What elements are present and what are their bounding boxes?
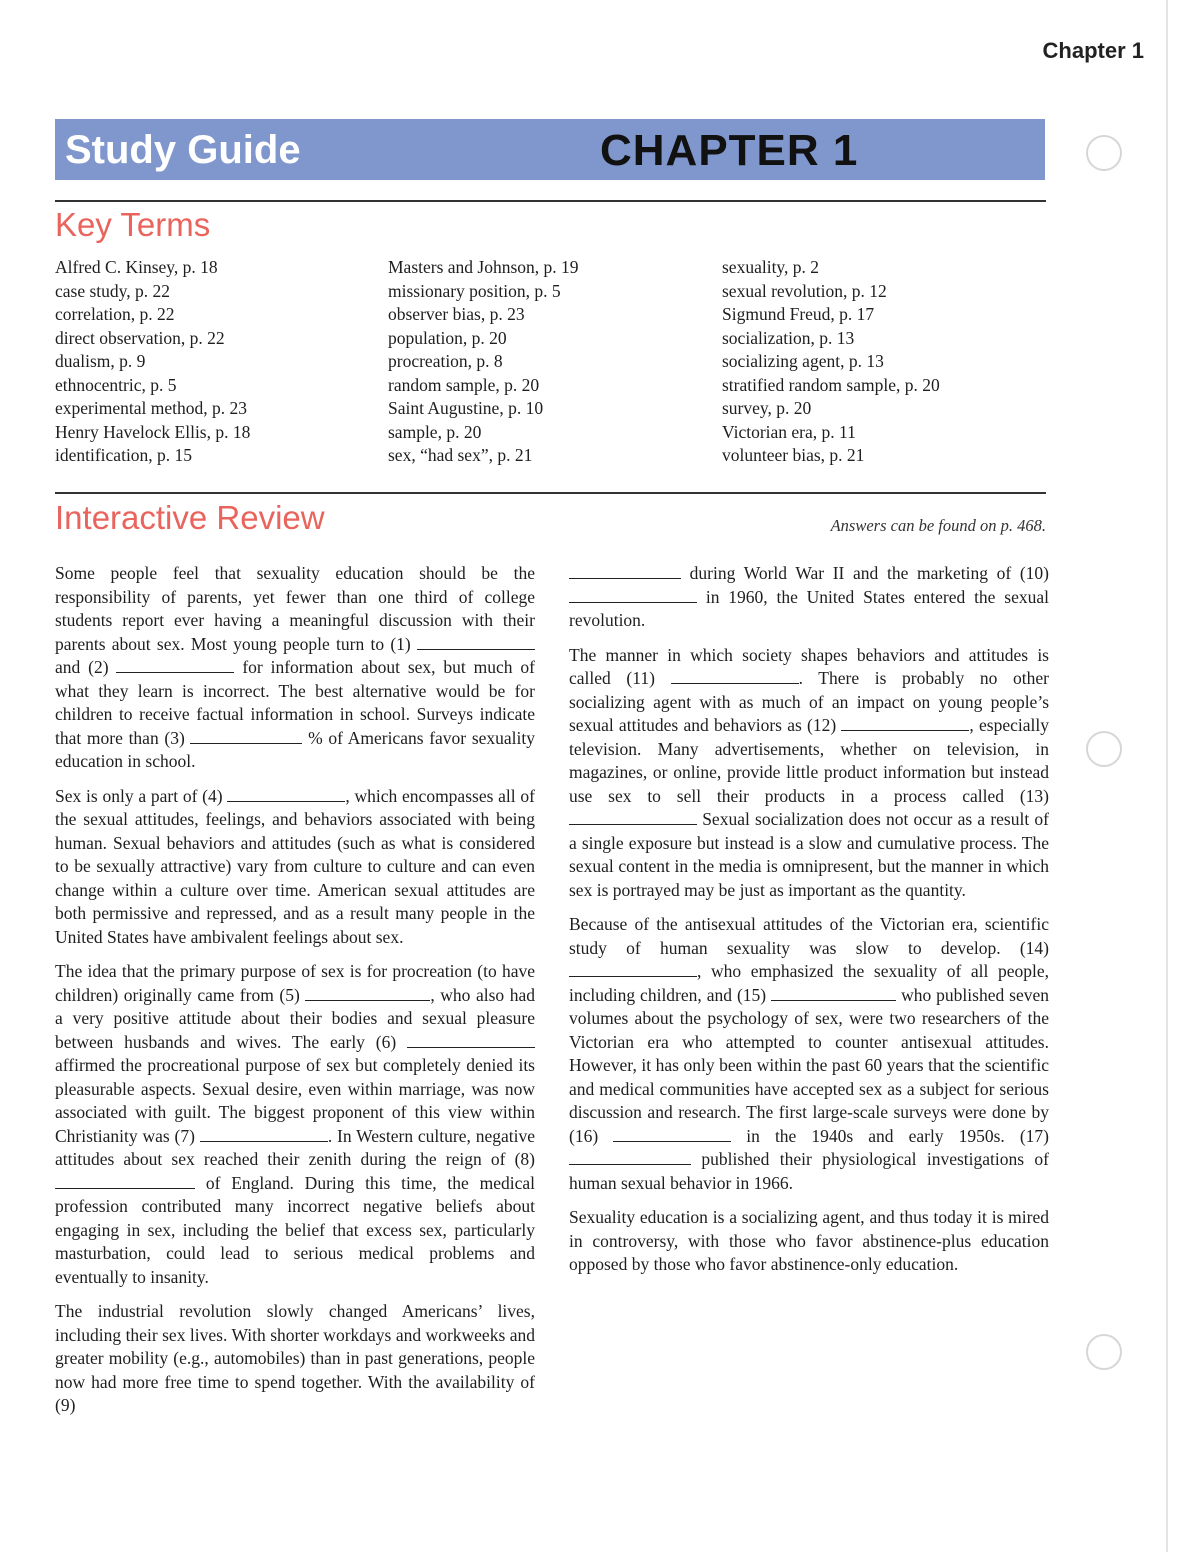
key-term: Saint Augustine, p. 10 (388, 398, 544, 418)
fill-in-blank-1[interactable] (417, 634, 535, 650)
key-terms-heading: Key Terms (55, 206, 211, 243)
binder-hole-icon (1086, 135, 1122, 171)
key-term: sexuality, p. 2 (722, 257, 820, 277)
key-term: Masters and Johnson, p. 19 (388, 257, 579, 277)
page-edge-line (1166, 0, 1168, 1552)
key-term: procreation, p. 8 (388, 351, 503, 371)
key-term: socialization, p. 13 (722, 327, 855, 348)
key-term: ethnocentric, p. 5 (55, 374, 177, 395)
fill-in-blank-17[interactable] (569, 1149, 691, 1165)
divider-top (55, 200, 1046, 202)
review-paragraph: Some people feel that sexuality education should be the responsibility of parents, yet fewer than one third of college students report ever having a meaningful discussion with their parents about sex. Most young people turn to (1) and (2) for information about sex, but much of what they learn is incorrect. The best alternative would be for children to receive factual information in school. Surveys indicate that more than (3) % of Americans favor sexuality education in school. (55, 563, 536, 771)
divider-middle (55, 492, 1046, 494)
key-term: dualism, p. 9 (55, 351, 146, 371)
key-terms-column-1 (55, 256, 250, 468)
key-term: sample, p. 20 (388, 421, 482, 442)
key-term: missionary position, p. 5 (388, 280, 561, 301)
key-term: random sample, p. 20 (388, 374, 540, 395)
key-term: experimental method, p. 23 (55, 398, 247, 418)
key-term: survey, p. 20 (722, 398, 812, 418)
key-term: sex, “had sex”, p. 21 (388, 445, 533, 465)
key-terms-column-3 (722, 256, 940, 468)
review-paragraph: Sexuality education is a socializing agent, and thus today it is mired in controversy, with those who favor abstinence-plus education opposed by those who favor abstinence-only education. (569, 1207, 1049, 1274)
study-guide-banner (55, 119, 1045, 180)
review-column-right (569, 562, 1049, 1288)
key-term: Alfred C. Kinsey, p. 18 (55, 257, 218, 277)
key-term: identification, p. 15 (55, 445, 193, 465)
key-term: direct observation, p. 22 (55, 327, 225, 348)
key-term: socializing agent, p. 13 (722, 351, 884, 371)
fill-in-blank-5[interactable] (305, 985, 430, 1001)
answers-note: Answers can be found on p. 468. (830, 516, 1046, 535)
key-terms-column-2 (388, 256, 579, 468)
fill-in-blank-15[interactable] (771, 985, 896, 1001)
fill-in-blank-13[interactable] (569, 809, 697, 825)
review-paragraph: The idea that the primary purpose of sex is for procreation (to have children) originally came from (5) , who also had a very positive attitude about their bodies and sexual pleasure between husbands and wives. The early (6) affirmed the procreational purpose of sex but completely denied its pleasurable aspects. Sexual desire, even within marriage, was now associated with guilt. The biggest proponent of this view within Christianity was (7) . In Western culture, negative attitudes about sex reached their zenith during the reign of (8) of England. During this time, the medical profession contributed many incorrect negative beliefs about engaging in sex, including the belief that excess sex, particularly masturbation, could lead to serious medical problems and eventually to insanity. (55, 961, 536, 1287)
key-term: case study, p. 22 (55, 280, 171, 301)
fill-in-blank-7[interactable] (200, 1126, 328, 1142)
review-paragraph: during World War II and the marketing of (10) in 1960, the United States entered the sexual revolution. (569, 563, 1050, 630)
fill-in-blank-9[interactable] (569, 563, 681, 579)
fill-in-blank-6[interactable] (407, 1032, 535, 1048)
key-term: volunteer bias, p. 21 (722, 445, 865, 465)
key-term: stratified random sample, p. 20 (722, 374, 940, 395)
key-term: population, p. 20 (388, 327, 507, 348)
key-term: Victorian era, p. 11 (722, 421, 856, 442)
fill-in-blank-8[interactable] (55, 1173, 195, 1189)
binder-hole-icon (1086, 1334, 1122, 1370)
fill-in-blank-3[interactable] (190, 728, 302, 744)
banner-chapter-label: CHAPTER 1 (600, 126, 859, 175)
review-paragraph: Sex is only a part of (4) , which encompasses all of the sexual attitudes, feelings, and behaviors associated with being human. Sexual behaviors and attitudes (such as what is considered to be sexually attractive) vary from culture to culture and can even change within a culture over time. American sexual attitudes are both permissive and repressed, and as a result many people in the United States have ambivalent feelings about sex. (55, 785, 535, 947)
fill-in-blank-11[interactable] (671, 668, 799, 684)
key-term: correlation, p. 22 (55, 304, 175, 324)
review-paragraph: The manner in which society shapes behaviors and attitudes is called (11) . There is probably no other socializing agent with as much of an impact on young people’s sexual attitudes and behaviors as (12) , especially television. Many advertisements, whether on television, in magazines, or online, provide little product information but instead use sex to sell their products in a process called (13) Sexual socialization does not occur as a result of a single exposure but instead is a slow and cumulative process. The sexual content in the media is omnipresent, but the manner in which sex is portrayed may be just as important as the quantity. (569, 644, 1050, 900)
fill-in-blank-10[interactable] (569, 587, 697, 603)
running-header-chapter: Chapter 1 (1042, 38, 1144, 63)
key-term: Sigmund Freud, p. 17 (722, 304, 875, 324)
key-term: Henry Havelock Ellis, p. 18 (55, 421, 251, 442)
fill-in-blank-12[interactable] (841, 715, 969, 731)
review-paragraph: Because of the antisexual attitudes of the Victorian era, scientific study of human sexuality was slow to develop. (14) , who emphasized the sexuality of all people, including children, and (15) who published seven volumes about the psychology of sex, were two researchers of the Victorian era who attempted to counter antisexual attitudes. However, it has only been within the past 60 years that the scientific and medical communities have accepted sex as a subject for serious discussion and research. The first large-scale surveys were done by (16) in the 1940s and early 1950s. (17) published their physiological investigations of human sexual behavior in 1966. (569, 914, 1050, 1193)
fill-in-blank-16[interactable] (613, 1126, 731, 1142)
review-column-left (55, 562, 535, 1429)
fill-in-blank-4[interactable] (227, 786, 345, 802)
fill-in-blank-14[interactable] (569, 961, 697, 977)
interactive-review-heading: Interactive Review (55, 499, 325, 536)
binder-hole-icon (1086, 731, 1122, 767)
fill-in-blank-2[interactable] (116, 657, 234, 673)
review-paragraph: The industrial revolution slowly changed Americans’ lives, including their sex lives. With shorter workdays and workweeks and greater mobility (e.g., automobiles) than in past generations, people now had more free time to spend together. With the availability of (9) (55, 1301, 535, 1415)
banner-title: Study Guide (65, 128, 301, 172)
key-term: observer bias, p. 23 (388, 304, 525, 324)
key-term: sexual revolution, p. 12 (722, 280, 887, 301)
